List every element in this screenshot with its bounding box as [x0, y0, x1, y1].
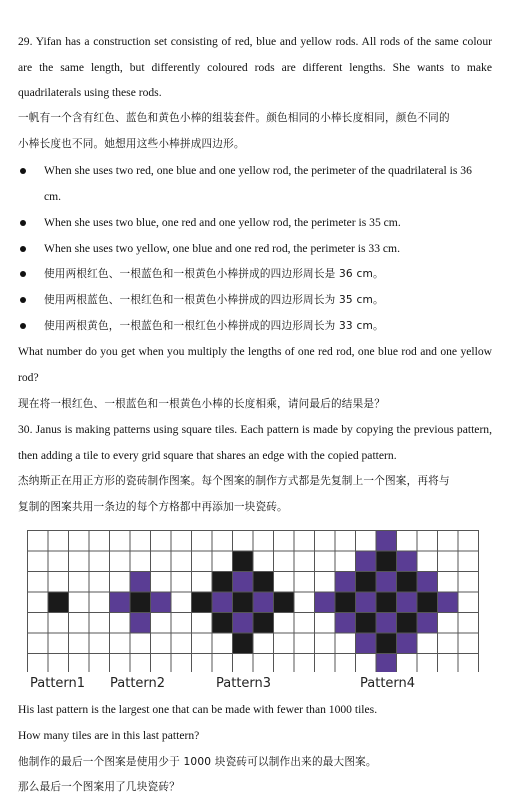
grid-cell — [89, 531, 110, 552]
grid-cell — [192, 531, 213, 552]
grid-cell — [294, 654, 315, 673]
pattern-grid — [27, 530, 481, 672]
grid-cell — [294, 613, 315, 634]
grid-cell — [89, 592, 110, 613]
tile — [274, 592, 295, 613]
grid-cell — [69, 531, 90, 552]
bullet-dot — [20, 297, 26, 303]
tile — [417, 592, 438, 613]
q30-en-line2: then adding a tile to every grid square that shares an edge with the copied pattern. — [18, 449, 397, 462]
grid-cell — [130, 531, 151, 552]
q29-question-cn: 现在将一根红色、一根蓝色和一根黄色小棒的长度相乘，请问最后的结果是？ — [18, 398, 385, 410]
tile — [376, 551, 397, 572]
tile — [233, 572, 254, 593]
grid-cell — [294, 592, 315, 613]
grid-cell — [294, 531, 315, 552]
grid-cell — [253, 633, 274, 654]
grid-cell — [110, 572, 131, 593]
grid-cell — [192, 551, 213, 572]
tile — [212, 592, 233, 613]
grid-cell — [28, 572, 49, 593]
grid-cell — [212, 531, 233, 552]
grid-cell — [438, 551, 459, 572]
grid-cell — [233, 654, 254, 673]
grid-cell — [110, 551, 131, 572]
bullet-dot — [20, 220, 26, 226]
q29-en-line3: quadrilaterals using these rods. — [18, 86, 162, 99]
grid-cell — [28, 633, 49, 654]
grid-cell — [315, 531, 336, 552]
tile — [151, 592, 172, 613]
q29-bullet5: 使用两根蓝色、一根红色和一根黄色小棒拼成的四边形周长为 35 cm。 — [44, 294, 384, 306]
q29-en-line2: are the same length, but differently coloured rods are different lengths. She wants to make — [18, 61, 492, 74]
grid-cell — [274, 531, 295, 552]
grid-cell — [417, 551, 438, 572]
q30-question-cn-1: 他制作的最后一个图案是使用少于 1000 块瓷砖可以制作出来的最大图案。 — [18, 756, 377, 768]
grid-cell — [171, 654, 192, 673]
grid-cell — [417, 531, 438, 552]
grid-cell — [356, 654, 377, 673]
tile — [212, 613, 233, 634]
tile — [356, 551, 377, 572]
grid-cell — [438, 613, 459, 634]
tile — [253, 613, 274, 634]
tile — [397, 613, 418, 634]
grid-cell — [458, 633, 479, 654]
grid-cell — [274, 572, 295, 593]
grid-cell — [69, 551, 90, 572]
grid-cell — [89, 633, 110, 654]
grid-cell — [69, 654, 90, 673]
q29-bullet4: 使用两根红色、一根蓝色和一根黄色小棒拼成的四边形周长是 36 cm。 — [44, 268, 384, 280]
q29-bullet3: When she uses two yellow, one blue and one red rod, the perimeter is 33 cm. — [44, 242, 400, 255]
q29-bullet6: 使用两根黄色，一根蓝色和一根红色小棒拼成的四边形周长为 33 cm。 — [44, 320, 384, 332]
grid-cell — [274, 613, 295, 634]
grid-cell — [151, 531, 172, 552]
grid-cell — [458, 572, 479, 593]
tile — [356, 572, 377, 593]
tile — [376, 592, 397, 613]
grid-cell — [192, 654, 213, 673]
tile — [376, 633, 397, 654]
grid-cell — [28, 592, 49, 613]
q29-question-en-2: rod? — [18, 371, 39, 384]
grid-cell — [192, 613, 213, 634]
grid-cell — [171, 531, 192, 552]
grid-cell — [397, 654, 418, 673]
grid-cell — [28, 551, 49, 572]
tile — [110, 592, 131, 613]
grid-cell — [335, 531, 356, 552]
tile — [335, 592, 356, 613]
q30-question-en-1: His last pattern is the largest one that can be made with fewer than 1000 tiles. — [18, 703, 378, 716]
grid-cell — [171, 633, 192, 654]
pattern-grid-figure — [27, 530, 481, 677]
grid-cell — [315, 572, 336, 593]
tile — [438, 592, 459, 613]
q29-bullet1-a: When she uses two red, one blue and one yellow rod, the perimeter of the quadrilateral is 36 — [44, 164, 472, 177]
tile — [233, 613, 254, 634]
q30-en-line1: 30. Janus is making patterns using square tiles. Each pattern is made by copying the previous pattern, — [18, 423, 492, 436]
grid-cell — [212, 633, 233, 654]
grid-cell — [274, 551, 295, 572]
q30-cn-line2: 复制的图案共用一条边的每个方格都中再添加一块瓷砖。 — [18, 501, 288, 513]
grid-cell — [417, 654, 438, 673]
grid-cell — [315, 551, 336, 572]
tile — [233, 592, 254, 613]
grid-cell — [110, 531, 131, 552]
grid-cell — [151, 572, 172, 593]
q29-cn-line2: 小棒长度也不同。她想用这些小棒拼成四边形。 — [18, 138, 245, 150]
tile — [253, 572, 274, 593]
grid-cell — [294, 572, 315, 593]
grid-cell — [48, 531, 69, 552]
grid-cell — [274, 633, 295, 654]
grid-cell — [130, 654, 151, 673]
grid-cell — [458, 592, 479, 613]
grid-cell — [69, 592, 90, 613]
q30-question-en-2: How many tiles are in this last pattern? — [18, 729, 200, 742]
grid-cell — [89, 551, 110, 572]
grid-cell — [233, 531, 254, 552]
q29-bullet2: When she uses two blue, one red and one yellow rod, the perimeter is 35 cm. — [44, 216, 401, 229]
grid-cell — [171, 572, 192, 593]
grid-cell — [438, 633, 459, 654]
grid-cell — [458, 551, 479, 572]
tile — [130, 572, 151, 593]
pattern3-label: Pattern3 — [216, 676, 272, 691]
tile — [253, 592, 274, 613]
grid-cell — [171, 592, 192, 613]
tile — [376, 531, 397, 552]
grid-cell — [130, 633, 151, 654]
grid-cell — [212, 551, 233, 572]
tile — [315, 592, 336, 613]
tile — [417, 613, 438, 634]
bullet-dot — [20, 168, 26, 174]
grid-cell — [110, 654, 131, 673]
grid-cell — [48, 551, 69, 572]
grid-cell — [315, 613, 336, 634]
tile — [397, 572, 418, 593]
grid-cell — [212, 654, 233, 673]
grid-cell — [48, 654, 69, 673]
q30-question-cn-2: 那么最后一个图案用了几块瓷砖？ — [18, 781, 180, 793]
grid-cell — [335, 633, 356, 654]
grid-cell — [335, 654, 356, 673]
pattern1-label: Pattern1 — [30, 676, 86, 691]
grid-cell — [151, 613, 172, 634]
grid-cell — [28, 613, 49, 634]
tile — [397, 551, 418, 572]
grid-cell — [69, 572, 90, 593]
grid-cell — [89, 613, 110, 634]
grid-cell — [151, 633, 172, 654]
tile — [397, 592, 418, 613]
grid-cell — [356, 531, 377, 552]
tile — [356, 633, 377, 654]
grid-cell — [48, 633, 69, 654]
grid-cell — [397, 531, 418, 552]
tile — [376, 572, 397, 593]
grid-cell — [89, 572, 110, 593]
grid-cell — [315, 654, 336, 673]
grid-cell — [110, 633, 131, 654]
q29-en-line1: 29. Yifan has a construction set consisting of red, blue and yellow rods. All rods of the same colour — [18, 35, 492, 48]
grid-cell — [438, 654, 459, 673]
tile — [397, 633, 418, 654]
pattern4-label: Pattern4 — [360, 676, 416, 691]
grid-cell — [253, 551, 274, 572]
grid-cell — [69, 633, 90, 654]
tile — [130, 613, 151, 634]
grid-cell — [28, 654, 49, 673]
grid-cell — [417, 633, 438, 654]
grid-cell — [253, 531, 274, 552]
tile — [417, 572, 438, 593]
grid-cell — [171, 613, 192, 634]
tile — [48, 592, 69, 613]
grid-cell — [171, 551, 192, 572]
tile — [192, 592, 213, 613]
tile — [376, 654, 397, 673]
grid-cell — [151, 654, 172, 673]
grid-cell — [253, 654, 274, 673]
grid-cell — [294, 633, 315, 654]
q29-question-en-1: What number do you get when you multiply the lengths of one red rod, one blue rod and one yellow — [18, 345, 492, 358]
grid-cell — [151, 551, 172, 572]
q29-cn-line1: 一帆有一个含有红色、蓝色和黄色小棒的组装套件。颜色相同的小棒长度相同，颜色不同的 — [18, 112, 450, 124]
tile — [233, 551, 254, 572]
bullet-dot — [20, 271, 26, 277]
q29-bullet1-b: cm. — [44, 190, 62, 203]
tile — [233, 633, 254, 654]
pattern2-label: Pattern2 — [110, 676, 166, 691]
tile — [335, 613, 356, 634]
grid-cell — [335, 551, 356, 572]
grid-cell — [438, 531, 459, 552]
grid-cell — [438, 572, 459, 593]
q30-cn-line1: 杰纳斯正在用正方形的瓷砖制作图案。每个图案的制作方式都是先复制上一个图案，再将与 — [18, 475, 450, 487]
tile — [335, 572, 356, 593]
grid-cell — [28, 531, 49, 552]
grid-cell — [274, 654, 295, 673]
grid-cell — [110, 613, 131, 634]
tile — [130, 592, 151, 613]
grid-cell — [315, 633, 336, 654]
grid-cell — [48, 613, 69, 634]
grid-cell — [458, 531, 479, 552]
tile — [212, 572, 233, 593]
tile — [356, 613, 377, 634]
grid-cell — [89, 654, 110, 673]
tile — [376, 613, 397, 634]
grid-cell — [69, 613, 90, 634]
grid-cell — [192, 572, 213, 593]
tile — [356, 592, 377, 613]
grid-cell — [48, 572, 69, 593]
grid-cell — [294, 551, 315, 572]
bullet-dot — [20, 246, 26, 252]
grid-cell — [130, 551, 151, 572]
bullet-dot — [20, 323, 26, 329]
grid-cell — [458, 613, 479, 634]
grid-cell — [192, 633, 213, 654]
grid-cell — [458, 654, 479, 673]
